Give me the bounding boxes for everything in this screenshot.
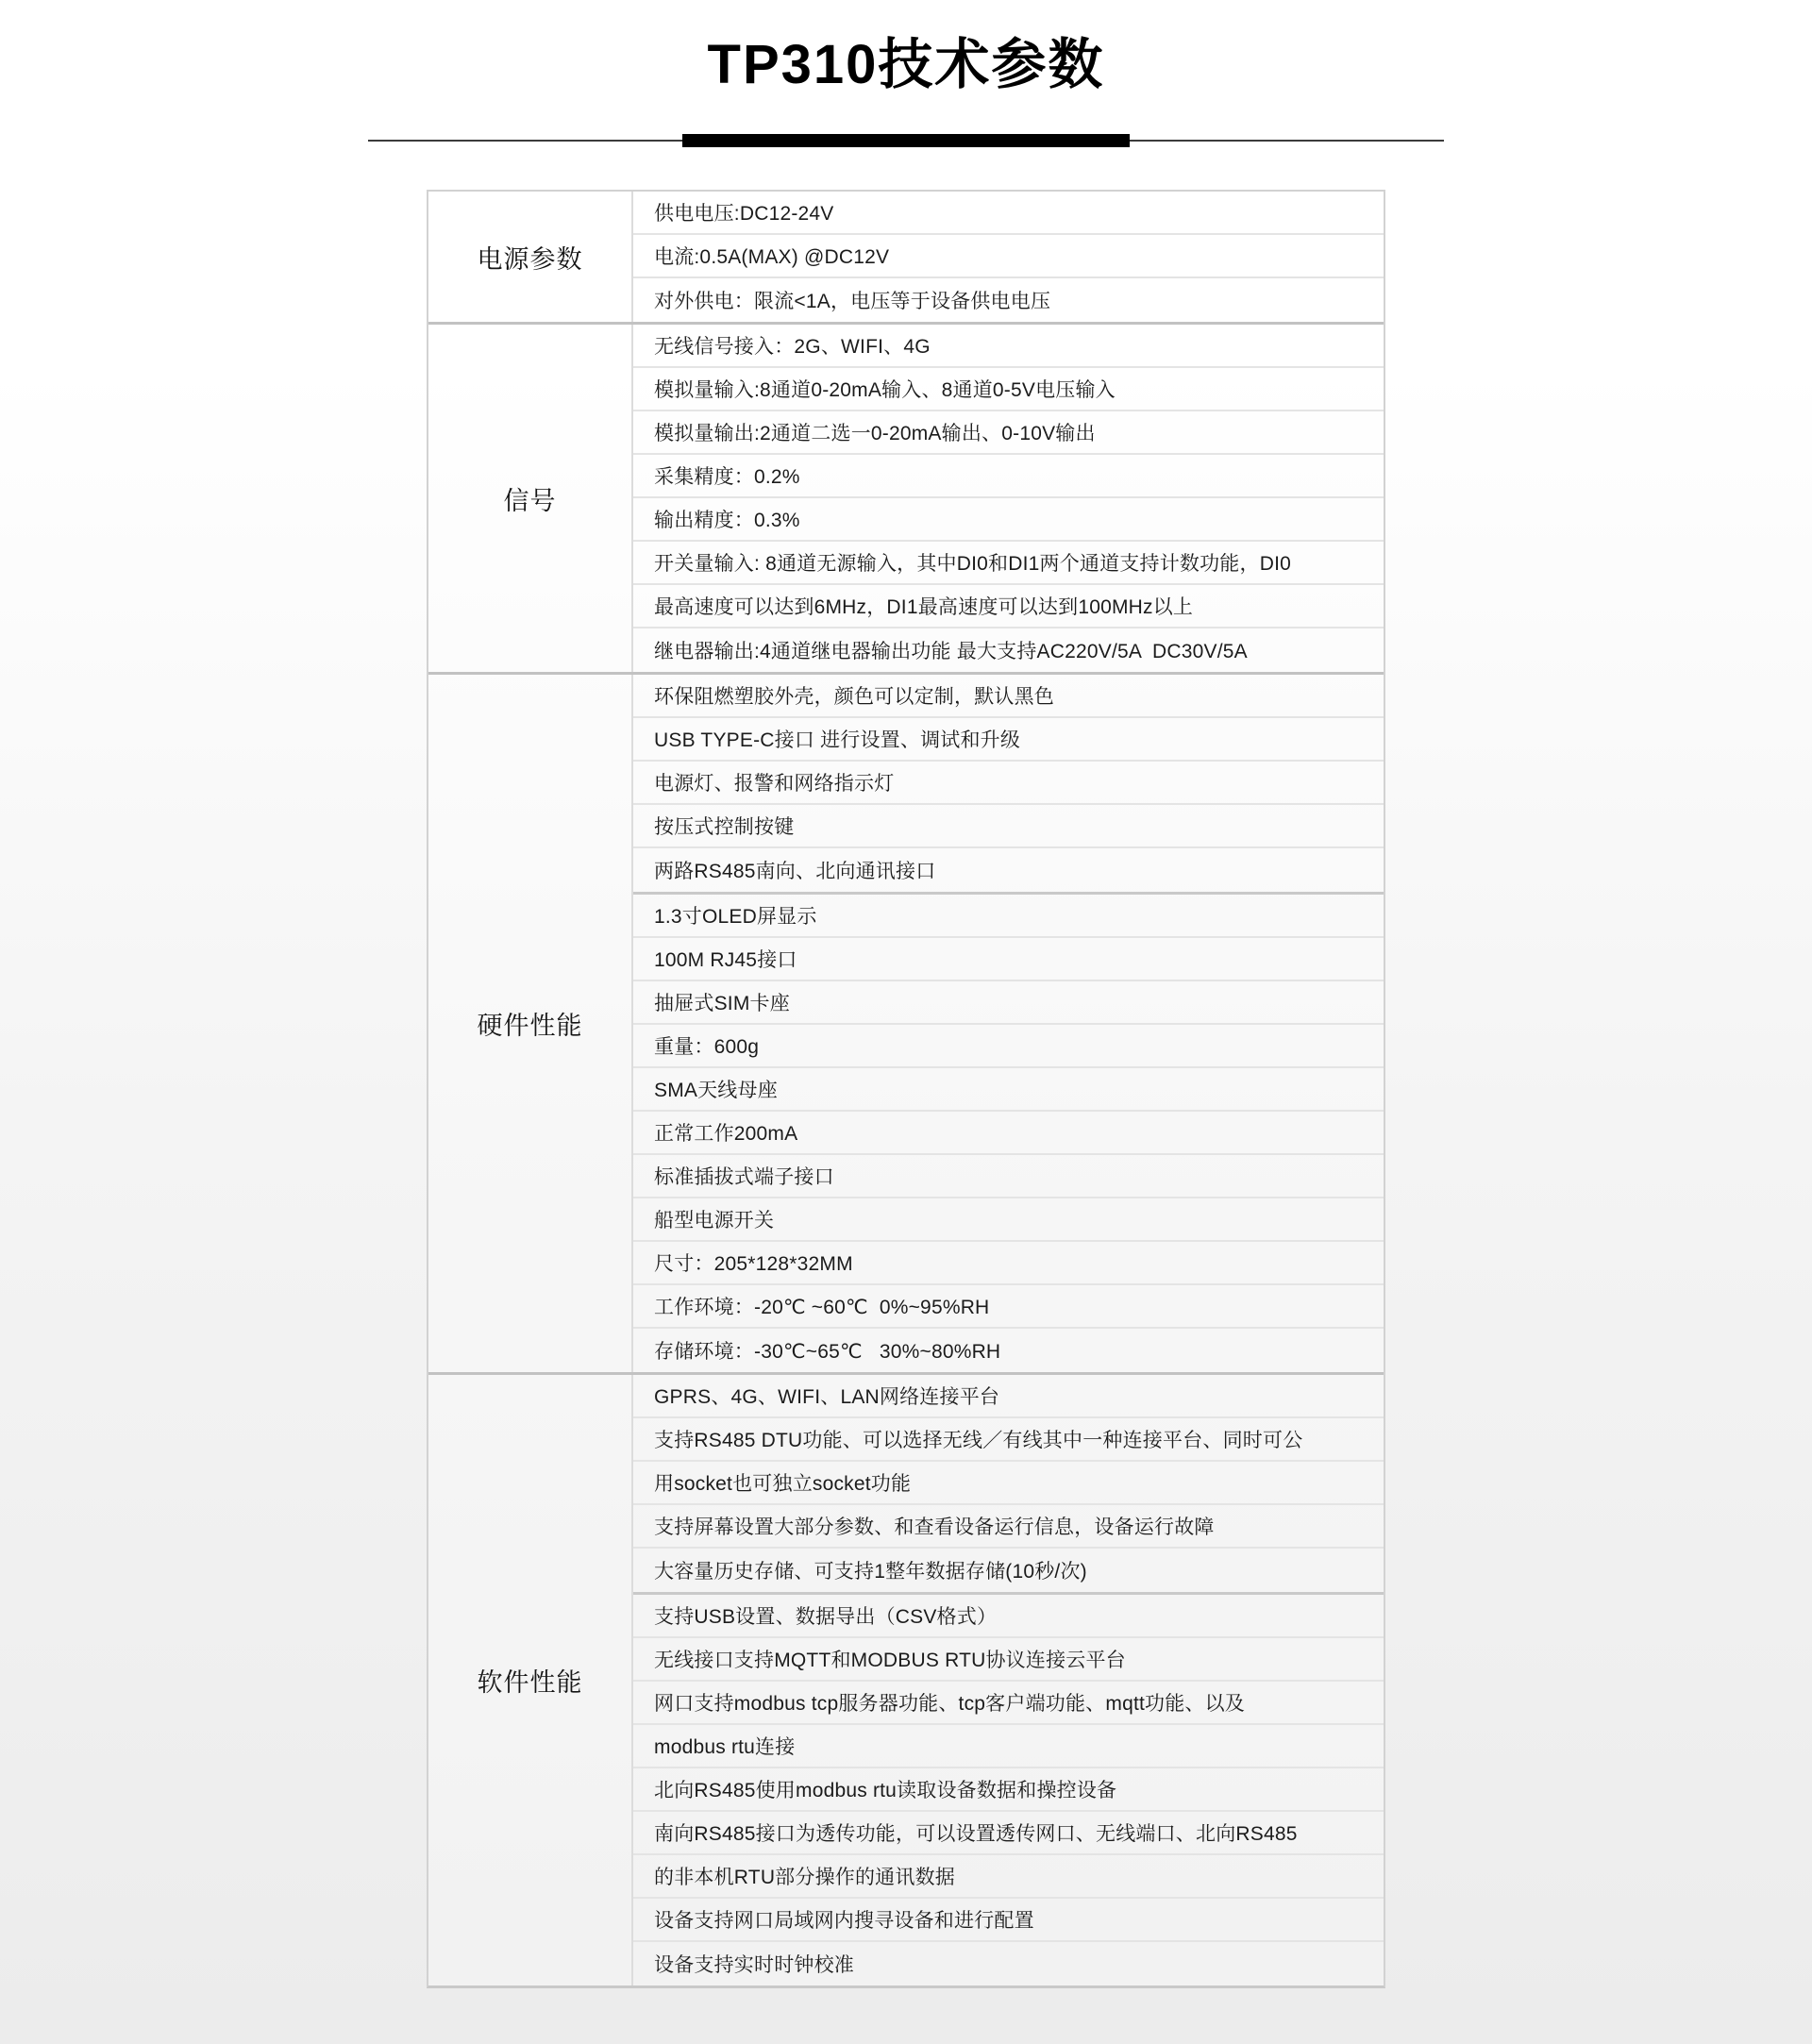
spec-row [633, 1112, 1384, 1155]
spec-row [633, 325, 1384, 368]
spec-row [633, 1242, 1384, 1285]
spec-text: 100M RJ45接口 [654, 949, 797, 971]
spec-group [633, 325, 1384, 672]
title-divider [368, 134, 1444, 147]
spec-group [633, 192, 1384, 322]
spec-group [633, 1375, 1384, 1592]
spec-row [633, 1462, 1384, 1505]
spec-row [633, 1855, 1384, 1899]
spec-text: 模拟量输入:8通道0-20mA输入、8通道0-5V电压输入 [654, 379, 1116, 401]
spec-text: 输出精度：0.3% [654, 510, 800, 531]
spec-text: 抽屉式SIM卡座 [654, 993, 790, 1014]
spec-text: 大容量历史存储、可支持1整年数据存储(10秒/次) [654, 1561, 1087, 1583]
spec-row [633, 235, 1384, 278]
spec-text: 标准插拔式端子接口 [654, 1166, 834, 1188]
spec-text: 环保阻燃塑胶外壳，颜色可以定制，默认黑色 [654, 686, 1054, 708]
spec-text: 模拟量输出:2通道二选一0-20mA输出、0-10V输出 [654, 423, 1096, 444]
spec-row [633, 1638, 1384, 1682]
spec-row [633, 1768, 1384, 1812]
category-cell-2 [428, 675, 633, 1372]
spec-text: 船型电源开关 [654, 1210, 775, 1231]
spec-row [633, 585, 1384, 628]
spec-row [633, 368, 1384, 411]
category-cell-0 [428, 192, 633, 322]
spec-text: 无线信号接入：2G、WIFI、4G [654, 336, 931, 358]
spec-row [633, 1198, 1384, 1242]
spec-row [633, 1025, 1384, 1068]
spec-row [633, 542, 1384, 585]
category-cell-3 [428, 1375, 633, 1985]
spec-text: 网口支持modbus tcp服务器功能、tcp客户端功能、mqtt功能、以及 [654, 1693, 1246, 1715]
spec-row [633, 1549, 1384, 1592]
category-cell-1 [428, 325, 633, 672]
spec-row [633, 455, 1384, 498]
spec-row [633, 278, 1384, 322]
spec-row [633, 1375, 1384, 1418]
content-column-3 [633, 1375, 1384, 1985]
spec-text: 采集精度：0.2% [654, 466, 800, 488]
spec-text: 重量：600g [654, 1036, 760, 1058]
spec-text: USB TYPE-C接口 进行设置、调试和升级 [654, 729, 1021, 751]
spec-text: 南向RS485接口为透传功能，可以设置透传网口、无线端口、北向RS485 [654, 1823, 1298, 1845]
spec-section-1 [428, 322, 1384, 672]
spec-text: 尺寸：205*128*32MM [654, 1253, 853, 1275]
spec-text: 最高速度可以达到6MHz，DI1最高速度可以达到100MHz以上 [654, 596, 1194, 618]
spec-text: 用socket也可独立socket功能 [654, 1473, 912, 1495]
spec-row [633, 981, 1384, 1025]
spec-row [633, 1812, 1384, 1855]
spec-text: 设备支持实时时钟校准 [654, 1954, 854, 1976]
spec-row [633, 895, 1384, 938]
spec-text: 电源灯、报警和网络指示灯 [654, 773, 895, 795]
spec-row [633, 1068, 1384, 1112]
spec-row [633, 192, 1384, 235]
spec-text: 继电器输出:4通道继电器输出功能 最大支持AC220V/5A DC30V/5A [654, 641, 1248, 662]
category-label-1: 信号 [503, 486, 557, 515]
spec-row [633, 1899, 1384, 1942]
spec-section-2 [428, 672, 1384, 1372]
spec-text: 按压式控制按键 [654, 816, 795, 838]
spec-row [633, 1505, 1384, 1549]
spec-row [633, 762, 1384, 805]
spec-row [633, 938, 1384, 981]
spec-text: 供电电压:DC12-24V [654, 203, 834, 225]
spec-row [633, 411, 1384, 455]
spec-text: 存储环境：-30℃~65℃ 30%~80%RH [654, 1341, 1001, 1363]
spec-section-0 [428, 192, 1384, 322]
spec-row [633, 675, 1384, 718]
spec-table [427, 190, 1385, 1988]
spec-group [633, 675, 1384, 892]
spec-row [633, 1942, 1384, 1985]
spec-row [633, 628, 1384, 672]
spec-row [633, 1418, 1384, 1462]
spec-text: 无线接口支持MQTT和MODBUS RTU协议连接云平台 [654, 1650, 1126, 1671]
spec-row [633, 1329, 1384, 1372]
spec-row [633, 805, 1384, 848]
spec-text: modbus rtu连接 [654, 1736, 796, 1758]
spec-row [633, 1285, 1384, 1329]
spec-row [633, 718, 1384, 762]
spec-row [633, 1155, 1384, 1198]
spec-group [633, 892, 1384, 1372]
content-column-0 [633, 192, 1384, 322]
spec-row [633, 848, 1384, 892]
divider-thick-bar [682, 134, 1130, 147]
spec-text: 支持屏幕设置大部分参数、和查看设备运行信息，设备运行故障 [654, 1516, 1215, 1538]
spec-text: 设备支持网口局域网内搜寻设备和进行配置 [654, 1910, 1034, 1932]
spec-text: 支持USB设置、数据导出（CSV格式） [654, 1606, 998, 1628]
spec-row [633, 1595, 1384, 1638]
content-column-1 [633, 325, 1384, 672]
spec-row [633, 1725, 1384, 1768]
spec-text: 开关量输入: 8通道无源输入，其中DI0和DI1两个通道支持计数功能，DI0 [654, 553, 1291, 575]
spec-text: GPRS、4G、WIFI、LAN网络连接平台 [654, 1386, 1000, 1408]
category-label-3: 软件性能 [477, 1668, 583, 1697]
content-column-2 [633, 675, 1384, 1372]
spec-row [633, 498, 1384, 542]
spec-text: 电流:0.5A(MAX) @DC12V [654, 246, 890, 268]
spec-text: 1.3寸OLED屏显示 [654, 906, 817, 928]
spec-row [633, 1682, 1384, 1725]
page-title: TP310技术参数 [707, 34, 1105, 95]
spec-text: 的非本机RTU部分操作的通讯数据 [654, 1867, 955, 1888]
spec-text: 两路RS485南向、北向通讯接口 [654, 861, 936, 882]
spec-text: 北向RS485使用modbus rtu读取设备数据和操控设备 [654, 1780, 1117, 1801]
spec-group [633, 1592, 1384, 1985]
spec-text: 支持RS485 DTU功能、可以选择无线／有线其中一种连接平台、同时可公 [654, 1430, 1303, 1451]
spec-text: SMA天线母座 [654, 1080, 778, 1101]
spec-text: 对外供电：限流<1A，电压等于设备供电电压 [654, 291, 1051, 312]
spec-text: 正常工作200mA [654, 1123, 798, 1145]
category-label-0: 电源参数 [477, 244, 583, 274]
spec-section-3 [428, 1372, 1384, 1985]
spec-text: 工作环境：-20℃ ~60℃ 0%~95%RH [654, 1297, 990, 1318]
category-label-2: 硬件性能 [477, 1012, 583, 1040]
